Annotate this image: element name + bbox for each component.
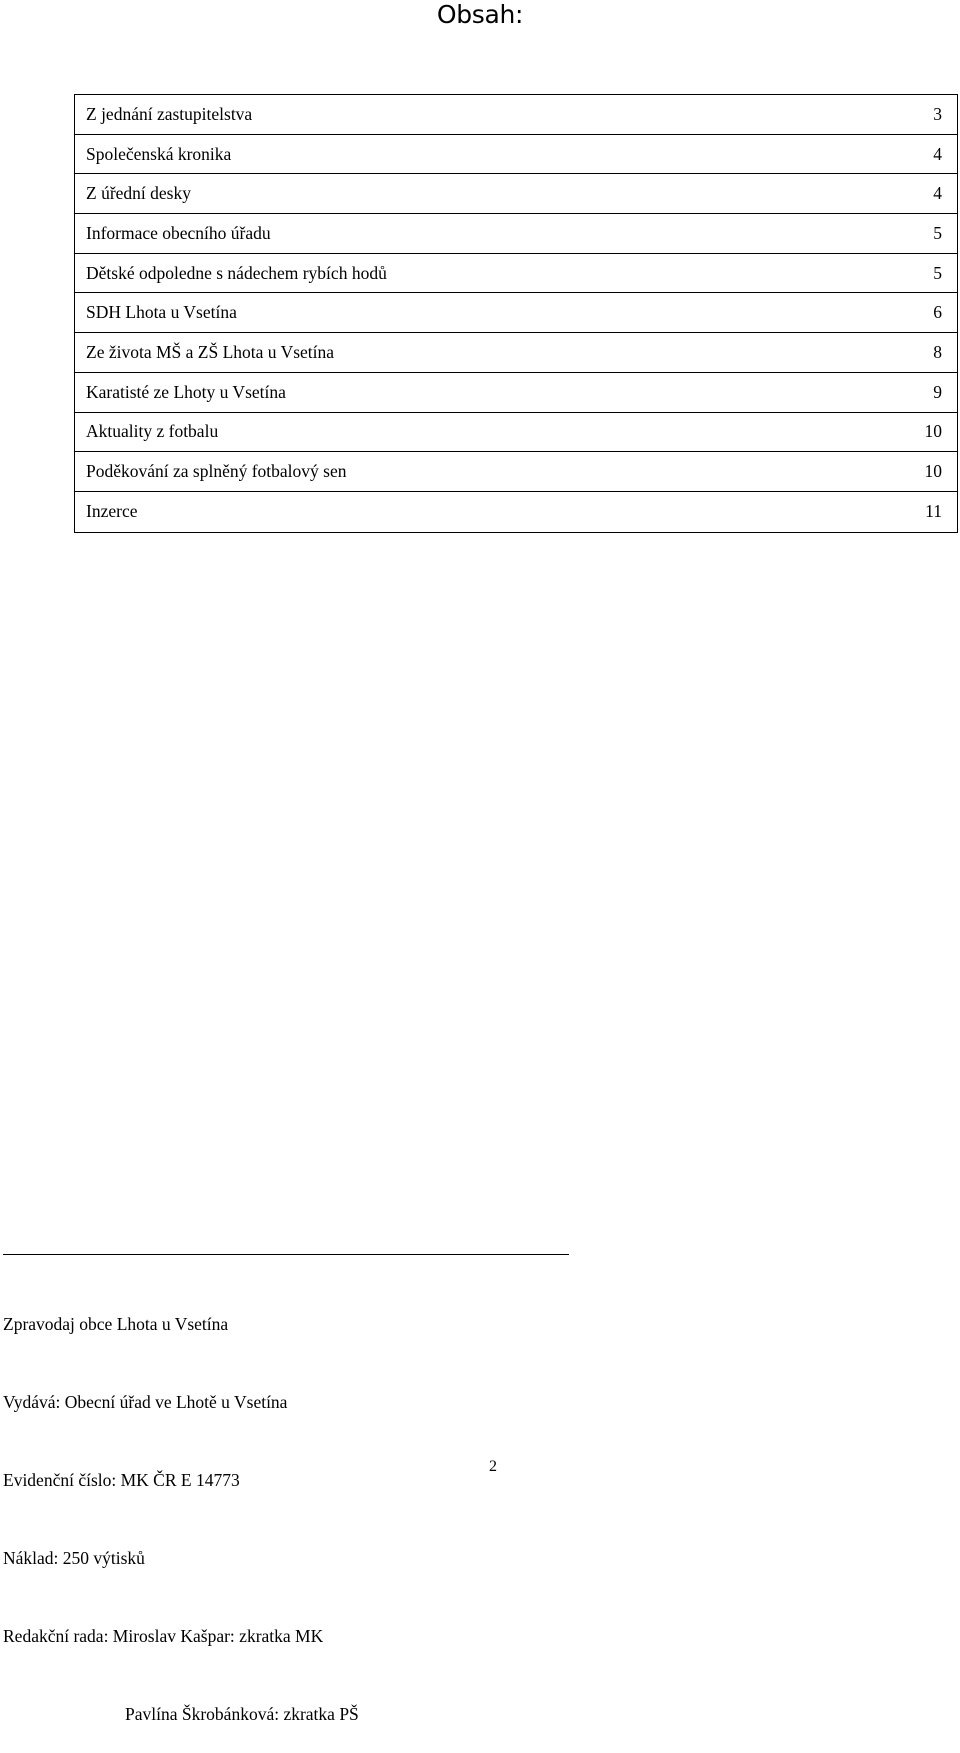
toc-entry-title: Aktuality z fotbalu xyxy=(86,421,219,442)
toc-entry-title: Z úřední desky xyxy=(86,183,191,204)
toc-entry-page: 5 xyxy=(933,262,942,283)
toc-entry-title: Informace obecního úřadu xyxy=(86,222,271,243)
table-of-contents xyxy=(74,94,958,533)
toc-entry-page: 10 xyxy=(924,421,942,442)
toc-entry-page: 10 xyxy=(924,461,942,482)
toc-entry-title: Společenská kronika xyxy=(86,143,232,164)
toc-entry-page: 8 xyxy=(933,341,942,362)
imprint xyxy=(3,1259,359,1753)
toc-row xyxy=(75,214,957,254)
page-title: Obsah: xyxy=(436,0,524,29)
toc-row xyxy=(75,492,957,532)
toc-row xyxy=(75,452,957,492)
footer-divider xyxy=(3,1254,569,1255)
toc-entry-title: Karatisté ze Lhoty u Vsetína xyxy=(86,381,286,402)
toc-row xyxy=(75,174,957,214)
toc-entry-title: Poděkování za splněný fotbalový sen xyxy=(86,461,347,482)
toc-row xyxy=(75,413,957,453)
page-number: 2 xyxy=(489,1458,497,1475)
toc-entry-page: 4 xyxy=(933,183,942,204)
toc-entry-title: Ze života MŠ a ZŠ Lhota u Vsetína xyxy=(86,341,335,362)
toc-entry-title: SDH Lhota u Vsetína xyxy=(86,302,237,323)
toc-entry-page: 3 xyxy=(933,103,942,124)
imprint-registration-number: Evidenční číslo: MK ČR E 14773 xyxy=(3,1470,240,1490)
imprint-circulation: Náklad: 250 výtisků xyxy=(3,1548,145,1568)
toc-entry-title: Inzerce xyxy=(86,501,138,522)
toc-row xyxy=(75,293,957,333)
toc-row xyxy=(75,135,957,175)
toc-entry-page: 5 xyxy=(933,222,942,243)
imprint-editorial-board: Redakční rada: Miroslav Kašpar: zkratka MK xyxy=(3,1626,324,1646)
toc-entry-page: 4 xyxy=(933,143,942,164)
toc-entry-page: 6 xyxy=(933,302,942,323)
toc-row xyxy=(75,95,957,135)
toc-entry-title: Dětské odpoledne s nádechem rybích hodů xyxy=(86,262,387,283)
toc-entry-page: 9 xyxy=(933,381,942,402)
toc-row xyxy=(75,373,957,413)
toc-row xyxy=(75,333,957,373)
imprint-publisher: Vydává: Obecní úřad ve Lhotě u Vsetína xyxy=(3,1392,288,1412)
toc-row xyxy=(75,254,957,294)
imprint-newsletter-name: Zpravodaj obce Lhota u Vsetína xyxy=(3,1314,229,1334)
imprint-editorial-board-member: Pavlína Škrobánková: zkratka PŠ xyxy=(125,1704,359,1724)
toc-entry-title: Z jednání zastupitelstva xyxy=(86,103,253,124)
toc-entry-page: 11 xyxy=(925,501,942,522)
